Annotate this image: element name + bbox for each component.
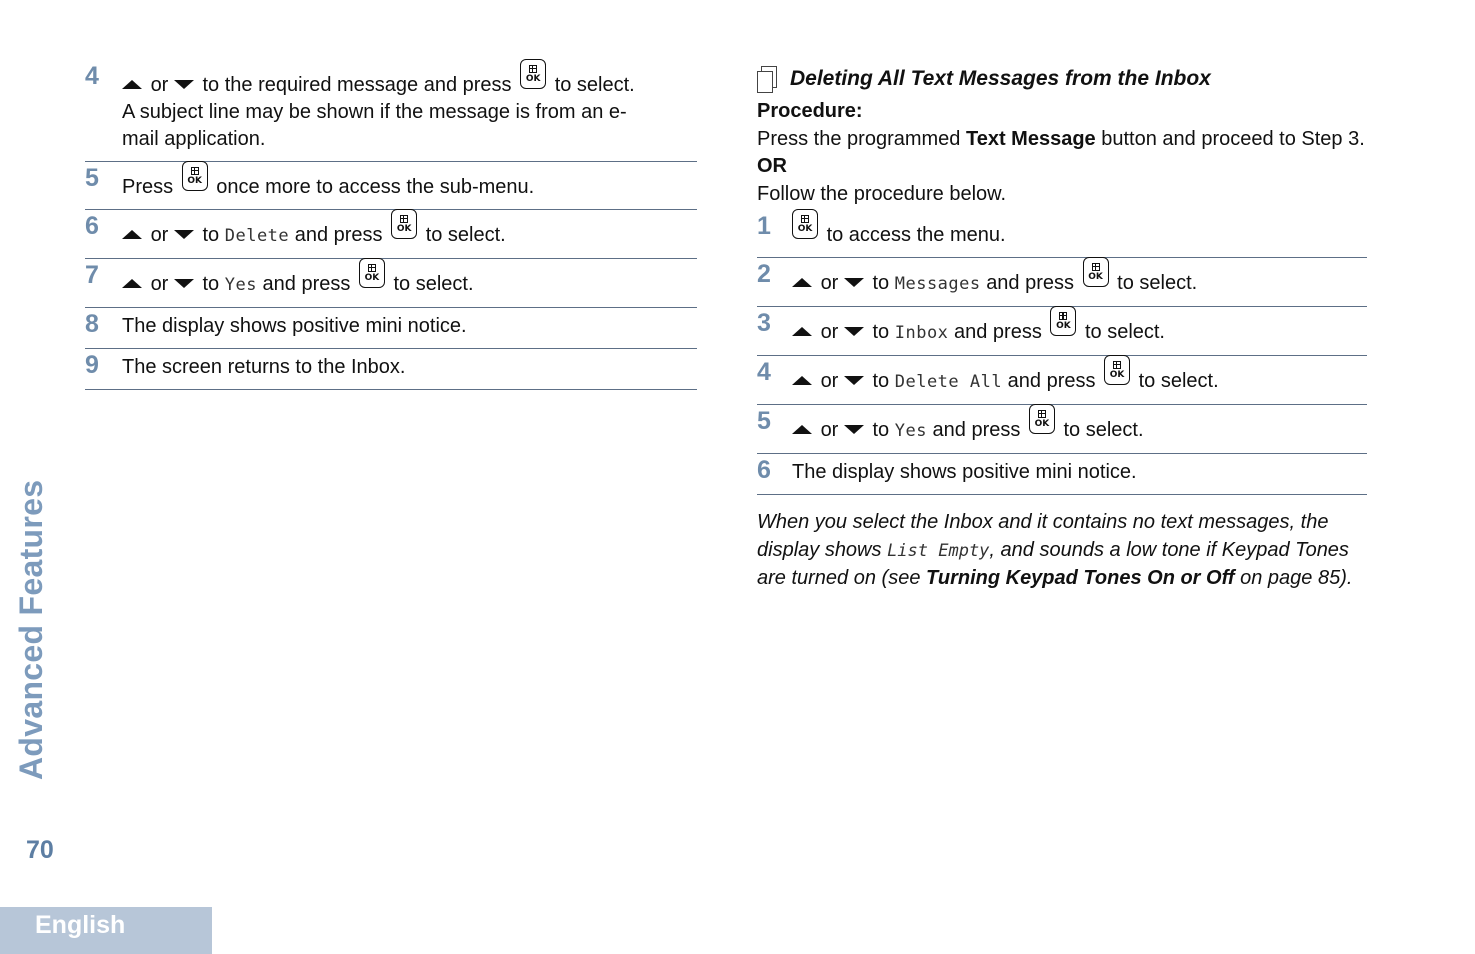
down-arrow-icon [174, 80, 194, 89]
section-title-vertical: Advanced Features [13, 479, 49, 780]
step-text: to access the menu. [826, 224, 1006, 246]
language-tab: English [0, 907, 212, 954]
step-item [85, 162, 697, 210]
document-stack-icon [757, 66, 777, 92]
or-text: or [820, 419, 839, 441]
to-text: to [202, 273, 220, 295]
step-text: The screen returns to the Inbox. [122, 356, 406, 378]
step-text: once more to access the sub-menu. [216, 176, 535, 198]
up-arrow-icon [792, 278, 812, 287]
step-text: to select. [1117, 272, 1198, 294]
and-press-text: and press [262, 273, 351, 295]
step-item [85, 349, 697, 390]
and-press-text: and press [986, 272, 1075, 294]
down-arrow-icon [174, 279, 194, 288]
down-arrow-icon [174, 230, 194, 239]
step-item [85, 259, 697, 308]
down-arrow-icon [844, 376, 864, 385]
step-number: 5 [85, 164, 99, 192]
step-item [757, 356, 1367, 405]
note-text: , and sounds a low tone if Keypad Tones are turned on (see [757, 538, 1349, 589]
step-number: 6 [757, 456, 771, 484]
intro-paragraph [757, 126, 1367, 154]
or-text: or [820, 272, 839, 294]
up-arrow-icon [792, 425, 812, 434]
step-number: 4 [757, 358, 771, 386]
to-text: to [872, 370, 890, 392]
step-text: to select. [1138, 370, 1219, 392]
display-item: Yes [894, 421, 927, 441]
note-paragraph [757, 509, 1367, 593]
step-item [757, 405, 1367, 454]
or-text: or [820, 370, 839, 392]
to-text: to [872, 272, 890, 294]
and-press-text: and press [294, 224, 383, 246]
display-item: Delete [224, 226, 290, 246]
up-arrow-icon [792, 327, 812, 336]
up-arrow-icon [792, 376, 812, 385]
step-number: 9 [85, 351, 99, 379]
ok-menu-key-icon: OK [1104, 355, 1130, 385]
or-label: OR [757, 155, 787, 177]
step-text: The display shows positive mini notice. [792, 461, 1137, 483]
down-arrow-icon [844, 327, 864, 336]
note-text: on page 85). [1234, 567, 1353, 589]
step-item [85, 308, 697, 349]
step-subtext: A subject line may be shown if the message is from an e-mail application. [122, 101, 627, 150]
step-text: to select. [1063, 419, 1144, 441]
up-arrow-icon [122, 80, 142, 89]
to-text: to [872, 321, 890, 343]
step-number: 8 [85, 310, 99, 338]
to-text: to [202, 224, 220, 246]
step-text: to select. [393, 273, 474, 295]
down-arrow-icon [844, 278, 864, 287]
display-item: List Empty [887, 540, 990, 561]
or-text: or [150, 74, 169, 96]
note-text: When you select the Inbox and it contains no text messages, the display shows [757, 511, 1329, 561]
step-text: to select. [1084, 321, 1165, 343]
ok-menu-key-icon: OK [1083, 257, 1109, 287]
section-heading [757, 64, 1367, 94]
display-item: Messages [894, 274, 981, 294]
procedure-label: Procedure: [757, 100, 863, 122]
right-column [757, 64, 1367, 593]
step-number: 6 [85, 212, 99, 240]
ok-menu-key-icon: OK [182, 161, 208, 191]
step-item [85, 210, 697, 259]
step-number: 2 [757, 260, 771, 288]
step-item [757, 258, 1367, 307]
ok-menu-key-icon: OK [1050, 306, 1076, 336]
step-text: to the required message and press [202, 74, 512, 96]
display-item: Yes [224, 275, 257, 295]
down-arrow-icon [844, 425, 864, 434]
intro-text: button and proceed to Step 3. [1095, 127, 1365, 150]
and-press-text: and press [953, 321, 1042, 343]
step-number: 4 [85, 62, 99, 90]
ok-menu-key-icon: OK [792, 209, 818, 239]
or-text: or [820, 321, 839, 343]
step-text: to select. [425, 224, 506, 246]
or-text: or [150, 273, 169, 295]
heading-text: Deleting All Text Messages from the Inbox [790, 67, 1211, 90]
page-number: 70 [26, 836, 54, 864]
or-text: or [150, 224, 169, 246]
step-item [757, 454, 1367, 495]
text-message-button-name: Text Message [965, 127, 1096, 150]
display-item: Delete All [894, 372, 1003, 392]
step-item [85, 60, 697, 162]
step-number: 3 [757, 309, 771, 337]
to-text: to [872, 419, 890, 441]
step-text: to select. [554, 74, 635, 96]
and-press-text: and press [1007, 370, 1096, 392]
display-item: Inbox [894, 323, 949, 343]
step-text: Press [122, 176, 174, 198]
follow-text: Follow the procedure below. [757, 182, 1007, 205]
left-column [85, 60, 697, 390]
ok-menu-key-icon: OK [391, 209, 417, 239]
up-arrow-icon [122, 279, 142, 288]
intro-text: Press the programmed [757, 127, 966, 150]
step-number: 7 [85, 261, 99, 289]
step-item [757, 307, 1367, 356]
up-arrow-icon [122, 230, 142, 239]
and-press-text: and press [932, 419, 1021, 441]
ok-menu-key-icon: OK [520, 59, 546, 89]
ok-menu-key-icon: OK [1029, 404, 1055, 434]
step-number: 5 [757, 407, 771, 435]
ok-menu-key-icon: OK [359, 258, 385, 288]
cross-reference-link[interactable]: Turning Keypad Tones On or Off [926, 567, 1235, 589]
step-number: 1 [757, 212, 771, 240]
step-text: The display shows positive mini notice. [122, 315, 467, 337]
step-item [757, 210, 1367, 258]
